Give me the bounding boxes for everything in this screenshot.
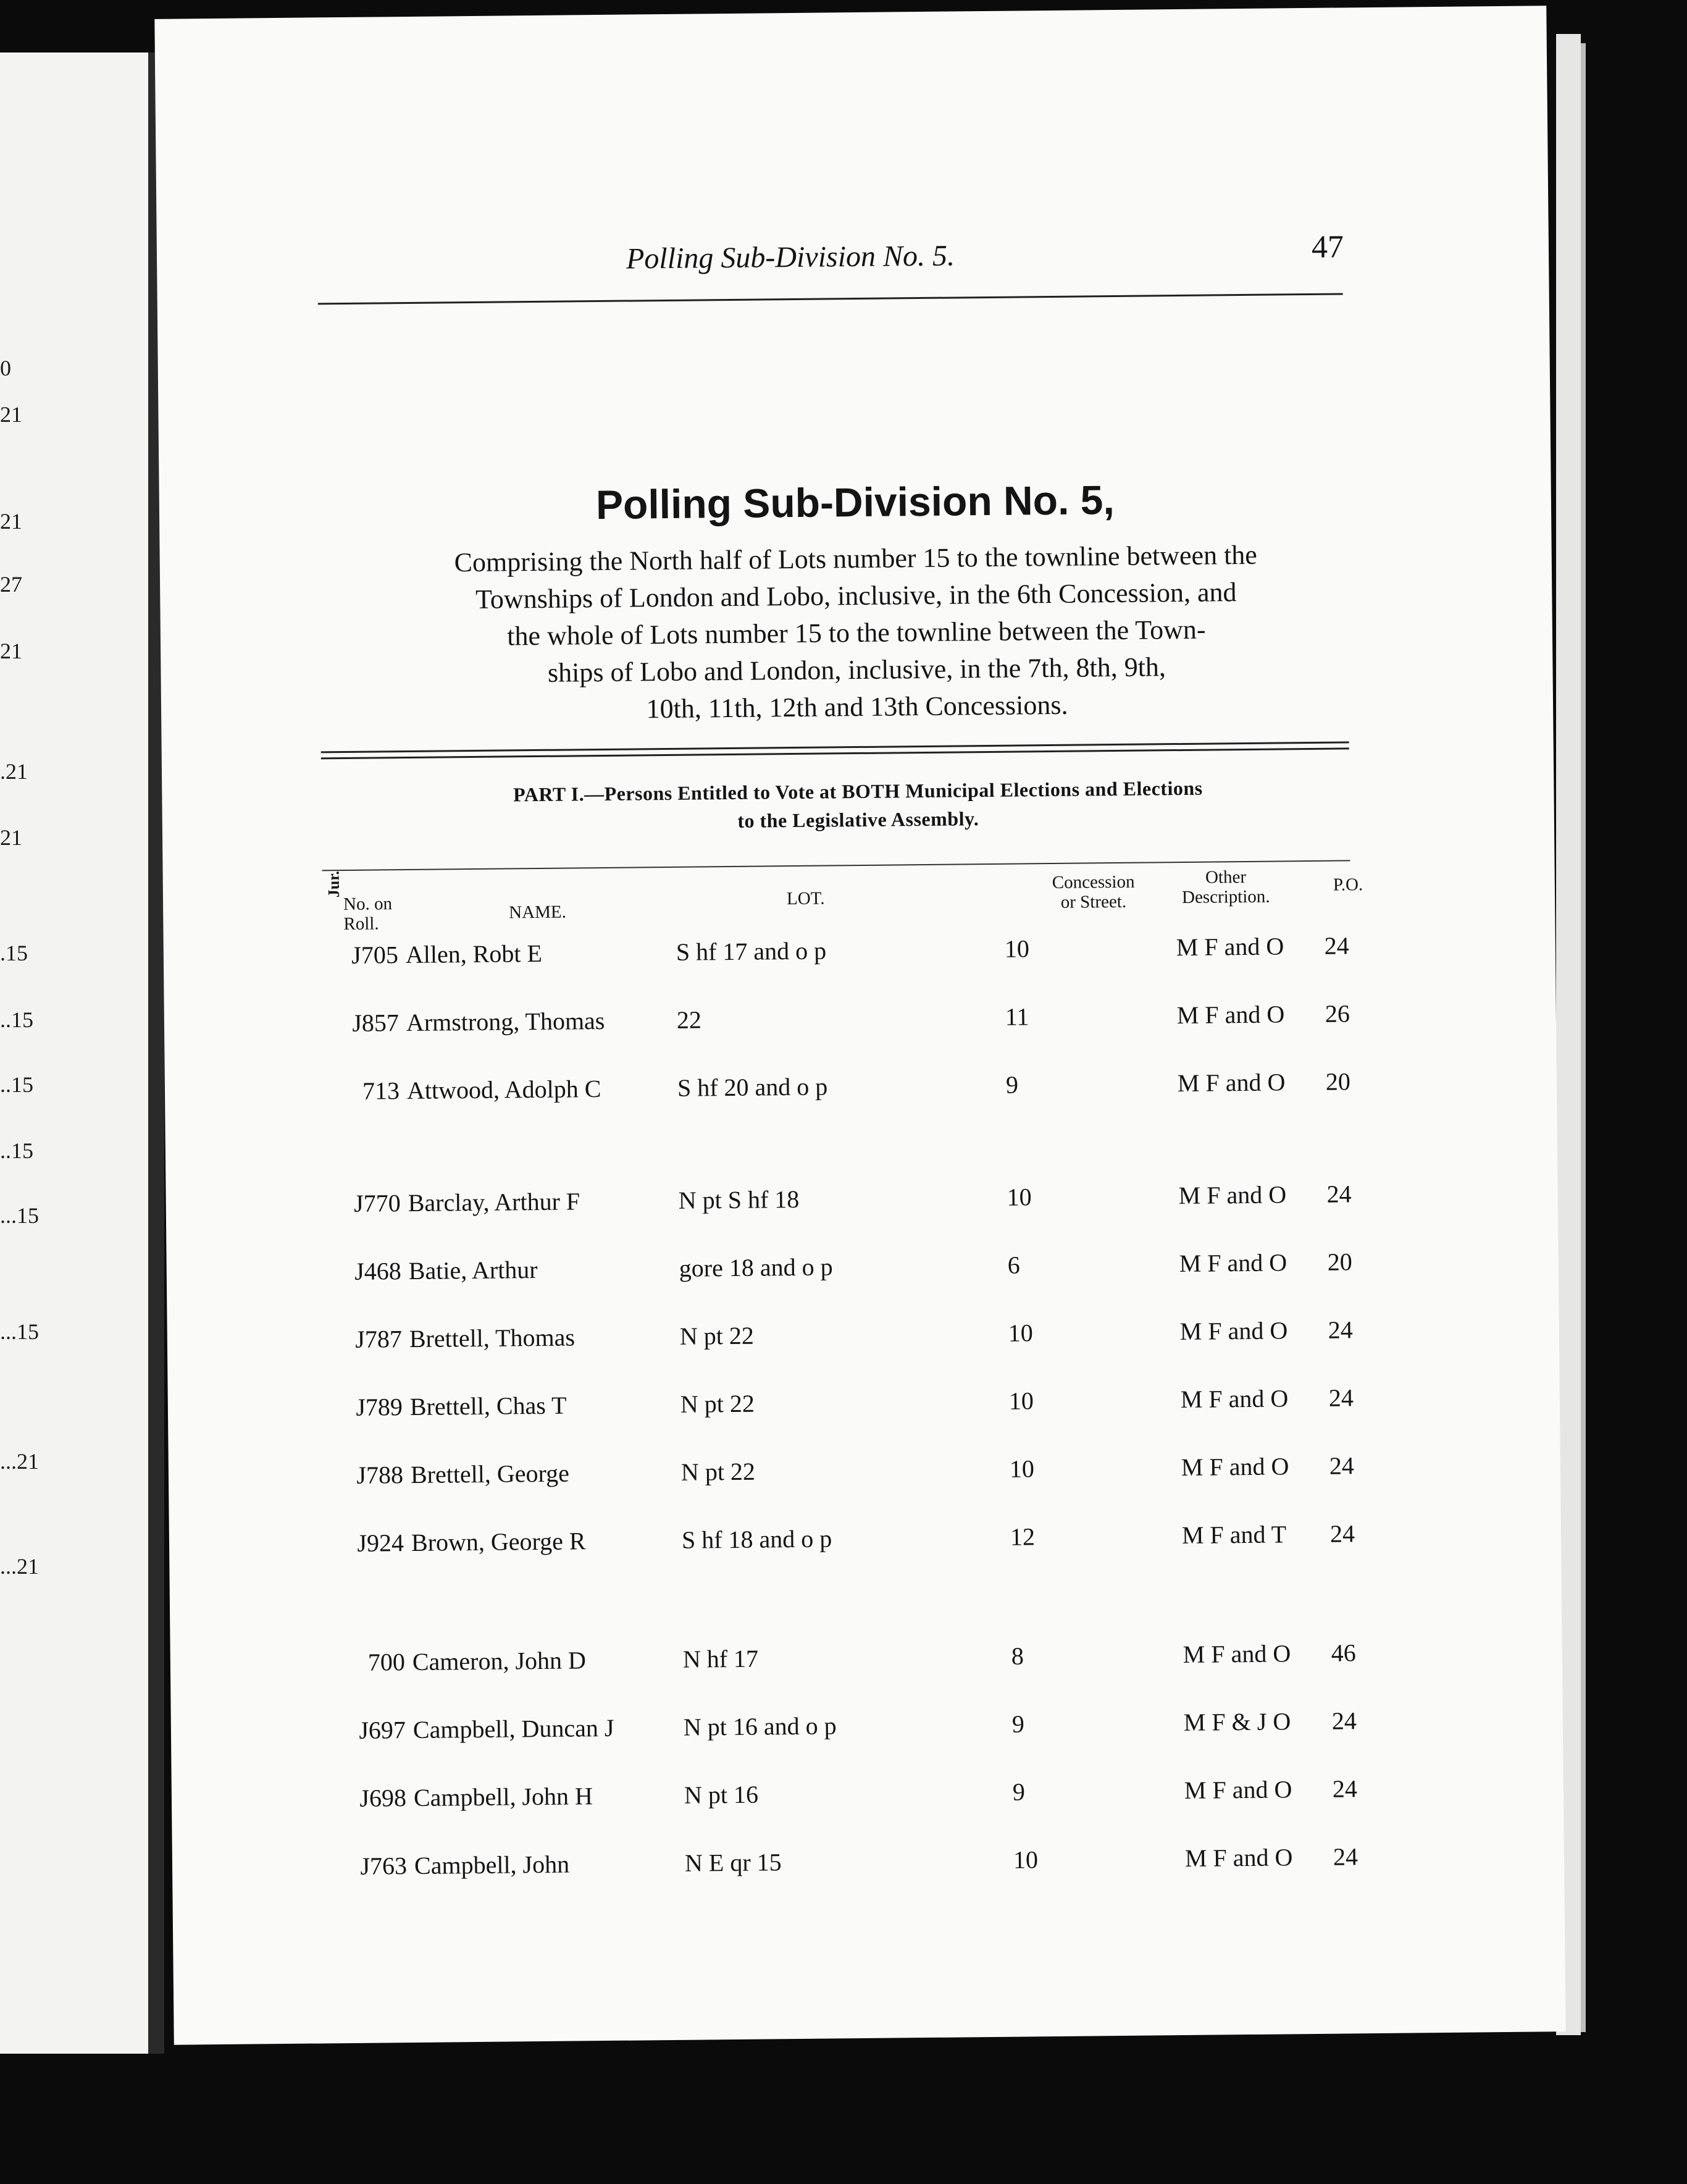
voter-row [166, 1177, 1558, 1225]
column-header-po: P.O. [1333, 875, 1363, 895]
lot: N pt 16 and o p [683, 1712, 837, 1741]
margin-number: ..15 [0, 1072, 33, 1097]
post-office: 46 [1331, 1639, 1357, 1667]
post-office: 24 [1324, 931, 1350, 960]
concession: 6 [1007, 1251, 1020, 1279]
lot: N E qr 15 [684, 1848, 782, 1877]
voter-row [165, 1065, 1557, 1113]
voter-name: Cameron, John D [412, 1646, 587, 1676]
voter-row [164, 997, 1556, 1045]
post-office: 20 [1327, 1248, 1352, 1276]
voter-name: Brettell, Thomas [409, 1323, 576, 1353]
voter-row [171, 1704, 1563, 1752]
running-head: Polling Sub-Division No. 5. [626, 239, 955, 275]
subdivision-description [160, 534, 1554, 733]
post-office: 24 [1326, 1180, 1352, 1208]
facing-page-fragment [0, 52, 148, 2054]
part-heading [162, 770, 1554, 841]
lot: S hf 20 and o p [677, 1072, 828, 1102]
column-header-lot: LOT. [786, 888, 825, 909]
concession: 10 [1004, 934, 1030, 963]
description: M F and O [1179, 1248, 1287, 1278]
description-line: ships of Lobo and London, inclusive, in the 7th, 8th, 9th, [547, 652, 1166, 688]
voter-name: Brettell, George [410, 1459, 570, 1489]
voter-name: Campbell, John [414, 1850, 570, 1880]
section-title: Polling Sub-Division No. 5, [595, 477, 1115, 528]
description: M F and O [1177, 1068, 1286, 1098]
voter-name: Batie, Arthur [408, 1256, 538, 1285]
post-office: 24 [1333, 1842, 1358, 1871]
voter-name: Brettell, Chas T [409, 1391, 567, 1421]
concession: 10 [1007, 1183, 1032, 1211]
margin-number: 21 [0, 639, 22, 663]
concession: 9 [1005, 1070, 1019, 1099]
double-rule [321, 741, 1349, 753]
column-header-line: Description. [1181, 886, 1270, 907]
voter-row [167, 1313, 1559, 1361]
description: M F and O [1180, 1384, 1289, 1414]
roll-number: J789 [356, 1393, 403, 1421]
roll-number: J770 [353, 1189, 401, 1217]
lot: S hf 17 and o p [676, 936, 827, 966]
concession: 11 [1005, 1002, 1029, 1031]
margin-number: 21 [0, 509, 22, 534]
concession: 10 [1008, 1387, 1034, 1415]
roll-number: 713 [362, 1077, 400, 1105]
concession: 10 [1008, 1319, 1034, 1347]
post-office: 24 [1328, 1384, 1354, 1412]
column-header-line: No. on [343, 894, 393, 915]
voter-name: Barclay, Arthur F [408, 1187, 580, 1217]
description: M F and O [1184, 1775, 1292, 1805]
description-line: Townships of London and Lobo, inclusive, in the 6th Concession, and [475, 577, 1237, 615]
voter-name: Attwood, Adolph C [406, 1075, 601, 1105]
margin-number: ...21 [0, 1554, 39, 1579]
voter-name: Campbell, John H [413, 1782, 593, 1812]
voter-name: Allen, Robt E [405, 939, 543, 969]
voter-row [164, 929, 1555, 977]
column-header-roll-number [343, 894, 393, 934]
column-header-jur: Jur. [324, 870, 343, 898]
part-heading-line: PART I.—Persons Entitled to Vote at BOTH Municipal Elections and Elections [513, 776, 1203, 806]
lot: S hf 18 and o p [681, 1524, 832, 1554]
description-line: Comprising the North half of Lots number 15 to the townline between the [454, 539, 1258, 578]
post-office: 24 [1332, 1774, 1358, 1803]
description: M F and O [1181, 1452, 1289, 1482]
description: M F and O [1178, 1180, 1287, 1210]
margin-number: ...21 [0, 1449, 39, 1474]
roll-number: J924 [357, 1529, 404, 1557]
margin-number: ..15 [0, 1007, 33, 1032]
voter-row [169, 1517, 1561, 1565]
voters-list-page [154, 6, 1565, 2044]
description: M F and O [1183, 1639, 1291, 1669]
voter-name: Armstrong, Thomas [406, 1006, 605, 1037]
roll-number: J787 [355, 1325, 403, 1353]
margin-number: 27 [0, 572, 22, 597]
concession: 10 [1009, 1455, 1035, 1483]
voter-row [170, 1636, 1562, 1684]
voter-row [172, 1772, 1564, 1820]
roll-number: J468 [354, 1257, 401, 1285]
post-office: 26 [1325, 999, 1350, 1028]
description: M F and O [1176, 1000, 1285, 1030]
concession: 9 [1011, 1710, 1025, 1738]
lot: N pt 16 [684, 1780, 759, 1809]
header-rule [318, 293, 1343, 304]
lot: N pt S hf 18 [678, 1185, 800, 1214]
roll-number: J763 [360, 1852, 408, 1880]
margin-number: .21 [0, 759, 28, 784]
roll-number: J857 [352, 1009, 400, 1037]
margin-number: ...15 [0, 1319, 39, 1344]
part-heading-line: to the Legislative Assembly. [737, 807, 979, 832]
description: M F and T [1181, 1520, 1287, 1550]
margin-number: 0 [0, 356, 11, 380]
voter-row [172, 1840, 1564, 1888]
roll-number: J788 [356, 1461, 404, 1489]
column-header-description [1182, 867, 1270, 907]
column-header-line: or Street. [1060, 891, 1127, 912]
post-office: 24 [1329, 1451, 1355, 1480]
column-header-line: Concession [1052, 872, 1135, 893]
post-office: 24 [1329, 1519, 1355, 1548]
post-office: 24 [1331, 1707, 1357, 1735]
description: M F and O [1184, 1843, 1293, 1873]
margin-number: ...15 [0, 1203, 39, 1228]
roll-number: J705 [351, 941, 399, 969]
description: M F and O [1179, 1316, 1288, 1346]
column-header-concession [1052, 872, 1135, 912]
margin-number: .15 [0, 941, 28, 965]
lot: gore 18 and o p [679, 1253, 833, 1282]
description-line: the whole of Lots number 15 to the townline between the Town- [507, 614, 1206, 652]
description-line: 10th, 11th, 12th and 13th Concessions. [646, 689, 1068, 724]
post-office: 24 [1328, 1316, 1353, 1344]
post-office: 20 [1325, 1067, 1351, 1096]
roll-number: 700 [367, 1648, 406, 1676]
column-header-name: NAME. [509, 902, 567, 923]
lot: N pt 22 [680, 1389, 755, 1418]
page-edge-shadow [1581, 43, 1586, 2032]
voter-row [169, 1449, 1560, 1497]
margin-number: 21 [0, 402, 22, 427]
concession: 10 [1013, 1846, 1039, 1874]
voter-row [167, 1245, 1559, 1293]
description: M F and O [1176, 932, 1284, 962]
page-number: 47 [1311, 229, 1344, 265]
voter-name: Campbell, Duncan J [412, 1713, 614, 1744]
voter-name: Brown, George R [411, 1527, 586, 1557]
column-header-line: Other [1205, 867, 1247, 888]
voter-row [168, 1381, 1560, 1429]
lot: N pt 22 [679, 1321, 755, 1350]
margin-number: ..15 [0, 1138, 33, 1163]
description: M F & J O [1183, 1707, 1291, 1737]
concession: 9 [1012, 1778, 1026, 1806]
concession: 12 [1010, 1522, 1036, 1551]
lot: 22 [676, 1006, 702, 1034]
roll-number: J697 [359, 1716, 406, 1744]
concession: 8 [1011, 1642, 1024, 1670]
lot: N hf 17 [682, 1644, 759, 1673]
roll-number: J698 [359, 1784, 407, 1812]
margin-number: 21 [0, 825, 22, 850]
lot: N pt 22 [680, 1457, 756, 1486]
column-header-line: Roll. [343, 914, 379, 934]
